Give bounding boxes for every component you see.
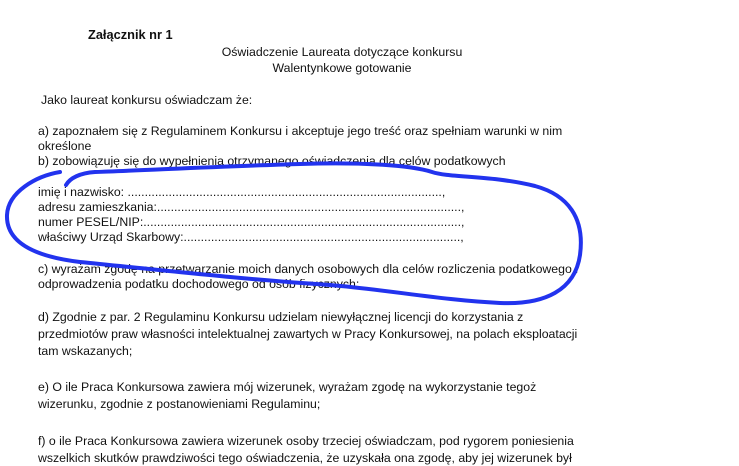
form-field-name: imię i nazwisko: ............................................................................................,: [38, 185, 446, 199]
clause-d-line2: przedmiotów praw własności intelektualnej zawartych w Pracy Konkursowej, na polach eksploatacji: [38, 327, 578, 341]
clause-e-line2: wizerunku, zgodnie z postanowieniami Regulaminu;: [38, 397, 321, 411]
intro-text: Jako laureat konkursu oświadczam że:: [41, 93, 253, 107]
attachment-title: Załącznik nr 1: [88, 27, 173, 42]
clause-e-line1: e) O ile Praca Konkursowa zawiera mój wizerunek, wyrażam zgodę na wykorzystanie tegoż: [38, 380, 537, 394]
clause-b: b) zobowiązuję się do wypełnienia otrzymanego oświadczenia dla celów podatkowych: [38, 154, 506, 168]
form-field-pesel: numer PESEL/NIP:.............................................................................................,: [38, 215, 465, 229]
clause-c-line2: odprowadzenia podatku dochodowego od osób fizycznych;: [38, 277, 360, 291]
form-field-tax-office: właściwy Urząd Skarbowy:.................................................................................,: [38, 230, 464, 244]
clause-c-line1: c) wyrażam zgodę na przetwarzanie moich danych osobowych dla celów rozliczenia podatkowego i: [38, 262, 578, 276]
clause-d-line3: tam wskazanych;: [38, 344, 133, 358]
form-field-address: adresu zamieszkania:.........................................................................................,: [38, 200, 465, 214]
clause-a-line2: określone: [38, 139, 92, 153]
clause-f-line1: f) o ile Praca Konkursowa zawiera wizerunek osoby trzeciej oświadczam, pod rygorem poniesienia: [38, 434, 574, 448]
clause-a-line1: a) zapoznałem się z Regulaminem Konkursu i akceptuje jego treść oraz spełniam warunki w nim: [38, 124, 563, 138]
contest-name: Walentynkowe gotowanie: [272, 61, 412, 75]
statement-title: Oświadczenie Laureata dotyczące konkursu: [221, 45, 463, 59]
clause-f-line2: wszelkich skutków prawdziwości tego oświadczenia, że uzyskała ona zgodę, aby jej wizerunek był: [38, 451, 572, 465]
clause-d-line1: d) Zgodnie z par. 2 Regulaminu Konkursu udzielam niewyłącznej licencji do korzystania z: [38, 310, 524, 324]
